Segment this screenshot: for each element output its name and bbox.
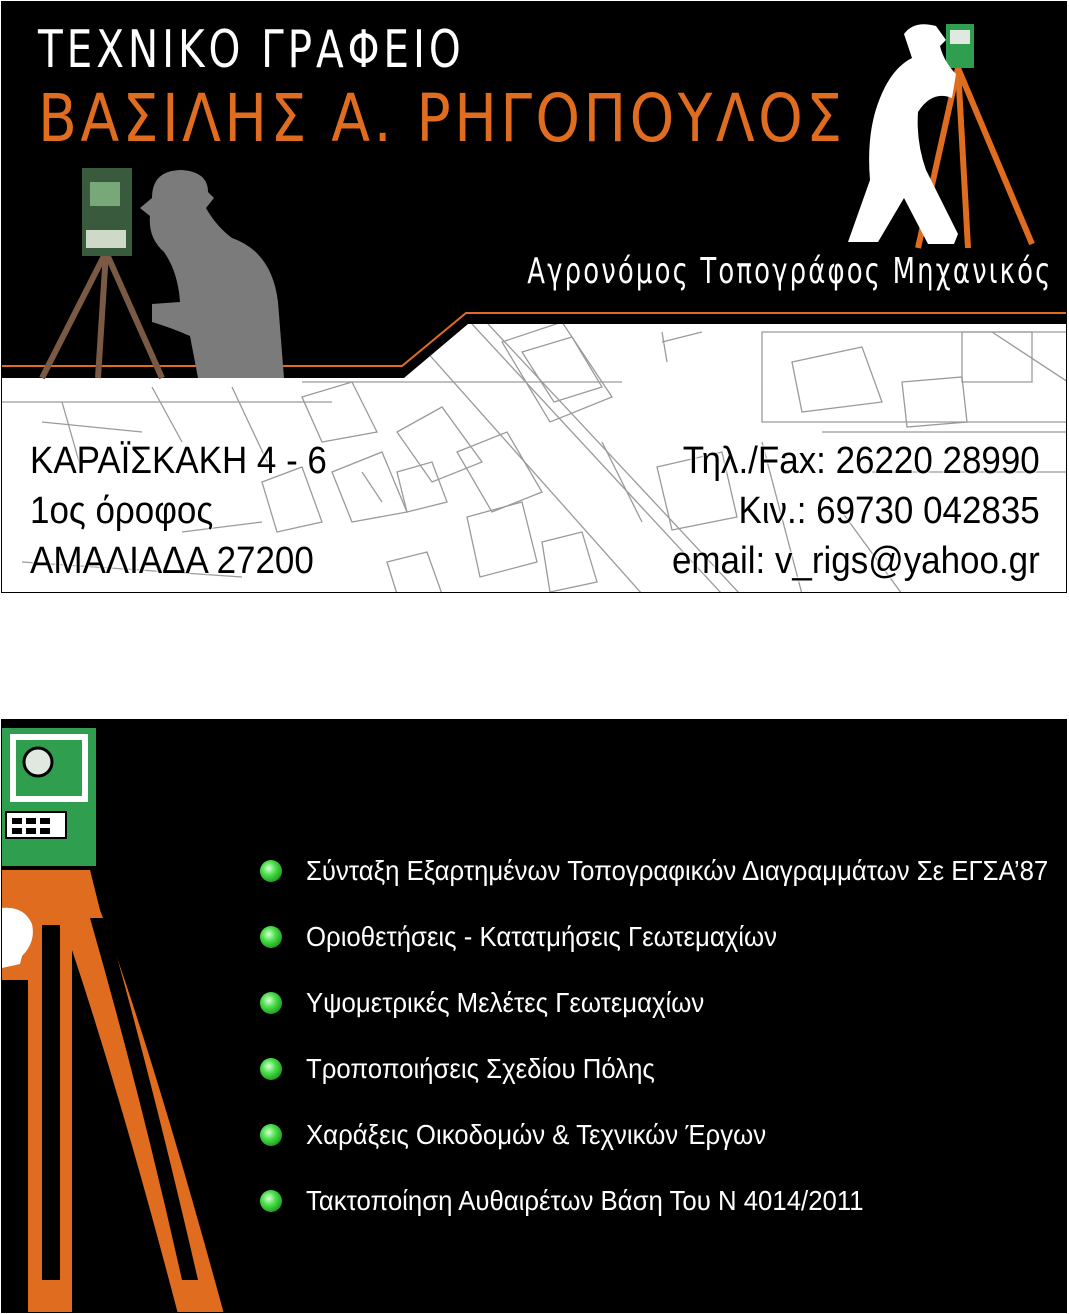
bullet-icon <box>260 1190 282 1212</box>
total-station-icon <box>2 728 96 866</box>
service-text: Υψομετρικές Μελέτες Γεωτεμαχίων <box>306 987 705 1018</box>
contact-email: email: v_rigs@yahoo.gr <box>672 540 1040 582</box>
profession-subtitle: Αγρονόμος Τοπογράφος Μηχανικός <box>526 251 1052 292</box>
address-city: ΑΜΑΛΙΑΔΑ 27200 <box>30 540 314 582</box>
service-text: Τροποποιήσεις Σχεδίου Πόλης <box>306 1053 655 1084</box>
address-block <box>30 436 327 586</box>
bullet-icon <box>260 1058 282 1080</box>
contact-phone-fax: Τηλ./Fax: 26220 28990 <box>682 440 1040 482</box>
contact-mobile: Κιν.: 69730 042835 <box>738 490 1040 532</box>
title-line2: ΒΑΣΙΛΗΣ Α. ΡΗΓΟΠΟΥΛΟΣ <box>38 80 846 157</box>
tripod-icon <box>2 720 262 1313</box>
title-line1: ΤΕΧΝΙΚΟ ΓΡΑΦΕΙΟ <box>38 20 465 80</box>
service-text: Οριοθετήσεις - Κατατμήσεις Γεωτεμαχίων <box>306 921 778 952</box>
surveyor-with-tripod-icon <box>848 24 1032 248</box>
bullet-icon <box>260 926 282 948</box>
business-card-back <box>1 719 1067 1313</box>
service-item <box>260 1168 1067 1234</box>
service-item <box>260 1102 1067 1168</box>
contact-block <box>672 436 1040 586</box>
service-text: Χαράξεις Οικοδομών & Τεχνικών Έργων <box>306 1119 767 1150</box>
service-text: Τακτοποίηση Αυθαιρέτων Βάση Του Ν 4014/2011 <box>306 1185 864 1216</box>
service-item <box>260 970 1067 1036</box>
address-street: ΚΑΡΑΪΣΚΑΚΗ 4 - 6 <box>30 440 327 482</box>
services-list <box>260 838 1067 1234</box>
surveyor-silhouette-icon <box>42 168 284 378</box>
bullet-icon <box>260 992 282 1014</box>
address-floor: 1ος όροφος <box>30 490 214 532</box>
bullet-icon <box>260 860 282 882</box>
service-item <box>260 838 1067 904</box>
service-item <box>260 904 1067 970</box>
bullet-icon <box>260 1124 282 1146</box>
service-item <box>260 1036 1067 1102</box>
business-card-front <box>1 1 1067 593</box>
service-text: Σύνταξη Εξαρτημένων Τοπογραφικών Διαγραμμάτων Σε ΕΓΣΑ’87 <box>306 855 1049 886</box>
